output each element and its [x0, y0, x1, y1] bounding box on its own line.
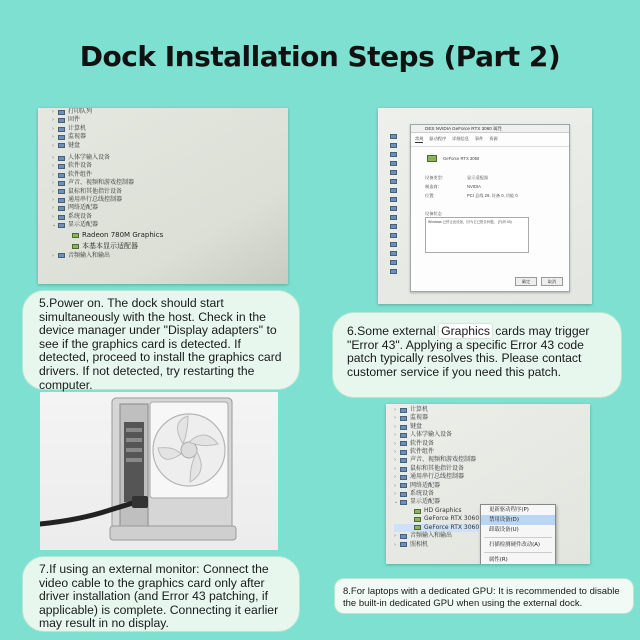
- tab-3[interactable]: 事件: [474, 136, 484, 141]
- tree-item-label: 打印队列: [68, 108, 93, 115]
- chevron-right-icon: ›: [52, 117, 54, 124]
- gpu-item-1[interactable]: [394, 515, 479, 523]
- chevron-right-icon: ›: [52, 197, 54, 204]
- tree-item-label: 系统设备: [68, 212, 93, 220]
- device-category-icon: [390, 152, 397, 157]
- ok-button[interactable]: 确定: [515, 277, 537, 286]
- device-category-icon: [58, 135, 65, 140]
- chevron-right-icon: ›: [394, 415, 396, 422]
- device-category-icon: [400, 483, 407, 488]
- context-menu-item-4[interactable]: 属性(R): [489, 557, 508, 563]
- device-category-icon: [390, 215, 397, 220]
- chevron-right-icon: ›: [394, 423, 396, 430]
- cancel-button[interactable]: 取消: [541, 277, 563, 286]
- device-category-icon: [58, 156, 65, 161]
- gpu-item-2[interactable]: [394, 524, 479, 532]
- tree-item[interactable]: [52, 179, 163, 187]
- display-adapter-icon: [414, 517, 421, 522]
- tab-0[interactable]: 常规: [415, 136, 424, 141]
- tree-item[interactable]: [394, 406, 479, 414]
- property-row: [425, 175, 518, 181]
- chevron-right-icon: ›: [394, 457, 396, 464]
- tree-item-label: 音频输入和输出: [410, 532, 453, 540]
- step-8-text: 8.For laptops with a dedicated GPU: It is recommended to disable the built-in dedicated GPU when using the external dock.: [343, 586, 620, 609]
- display-adapter-icon: [414, 509, 421, 514]
- tree-item-label: 通用串行总线控制器: [68, 196, 123, 204]
- chevron-right-icon: ›: [394, 533, 396, 540]
- chevron-right-icon: ›: [52, 188, 54, 195]
- tree-item-label: 显示适配器: [410, 498, 441, 506]
- tree-item[interactable]: [52, 221, 163, 229]
- tree-item[interactable]: [394, 498, 479, 506]
- property-value: 显示适配器: [467, 175, 488, 180]
- menu-separator: [484, 552, 552, 553]
- chevron-down-icon: ⌄: [394, 499, 399, 506]
- device-category-icon: [390, 251, 397, 256]
- tree-item-label: 系统设备: [410, 490, 435, 498]
- tree-item-label: 软件设备: [410, 439, 435, 447]
- device-category-icon: [400, 467, 407, 472]
- chevron-right-icon: ›: [394, 440, 396, 447]
- device-category-icon: [400, 500, 407, 505]
- tree-item-label: GeForce RTX 3060: [424, 515, 480, 523]
- dialog-tabs: [411, 133, 569, 147]
- device-category-icon: [58, 181, 65, 186]
- tree-item-label: 软件组件: [410, 448, 435, 456]
- tree-item-label: 监视器: [410, 414, 429, 422]
- device-category-icon: [58, 215, 65, 220]
- device-category-icon: [400, 475, 407, 480]
- tree-item[interactable]: [52, 142, 163, 150]
- context-menu-item-2[interactable]: 卸载设备(U): [489, 527, 519, 533]
- property-label: 制造商:: [425, 184, 439, 189]
- tab-4[interactable]: 资源: [489, 136, 498, 141]
- device-category-icon: [390, 134, 397, 139]
- chevron-right-icon: ›: [52, 142, 54, 149]
- gpu-item-0[interactable]: [394, 507, 479, 515]
- tree-item-label: GeForce RTX 3060: [424, 523, 480, 531]
- device-category-icon: [390, 161, 397, 166]
- chevron-right-icon: ›: [52, 163, 54, 170]
- display-adapter-icon: [414, 525, 421, 530]
- tree-item[interactable]: [394, 456, 479, 464]
- device-category-icon: [400, 425, 407, 430]
- chevron-right-icon: ›: [394, 449, 396, 456]
- status-text: Windows 已停止此设备，因为它已报告问题。 (代码 43): [428, 220, 512, 224]
- tree-item[interactable]: [52, 171, 163, 179]
- context-menu-item-1[interactable]: 禁用设备(D): [481, 515, 555, 525]
- tree-item[interactable]: [52, 204, 163, 212]
- step-7-text: 7.If using an external monitor: Connect the video cable to the graphics card only after driver installation (and Error 43 patching, if applicable) is complete. Connecting it earlier may result in no display.: [39, 562, 279, 631]
- tree-item-label: 音频输入和输出: [68, 251, 111, 259]
- chevron-right-icon: ›: [52, 213, 54, 220]
- tree-item-label: 软件组件: [68, 170, 93, 178]
- tree-item-label: 声音、视频和游戏控制器: [410, 456, 477, 464]
- device-category-icon: [58, 164, 65, 169]
- device-category-icon: [400, 450, 407, 455]
- dock-hardware-photo: [40, 392, 278, 550]
- property-row: [425, 193, 518, 199]
- device-category-icon: [390, 260, 397, 265]
- device-category-icon: [400, 441, 407, 446]
- tree-item-label: 软件设备: [68, 162, 93, 170]
- tree-item-label: 键盘: [410, 422, 423, 430]
- device-category-icon: [58, 198, 65, 203]
- chevron-right-icon: ›: [52, 180, 54, 187]
- device-category-icon: [58, 143, 65, 148]
- device-category-icon: [400, 542, 407, 547]
- step-6-highlight: Graphics: [441, 324, 490, 338]
- context-menu-item-0[interactable]: 更新驱动程序(P): [489, 507, 529, 513]
- chevron-right-icon: ›: [52, 155, 54, 162]
- device-category-icon: [400, 408, 407, 413]
- device-category-icon: [400, 492, 407, 497]
- tree-item[interactable]: [52, 125, 163, 133]
- device-category-icon: [400, 416, 407, 421]
- tree-item-label: 鼠标和其他指针设备: [410, 464, 465, 472]
- tree-item-label: 显示适配器: [68, 221, 99, 229]
- device-category-icon: [400, 458, 407, 463]
- tree-item-label: 人体学输入设备: [68, 154, 111, 162]
- chevron-right-icon: ›: [394, 474, 396, 481]
- property-label: 设备类型:: [425, 175, 443, 180]
- dialog-title: DES NVIDIA GeForce RTX 3060 属性: [411, 125, 569, 133]
- tree-item-label: 固件: [68, 116, 81, 124]
- device-category-icon: [58, 189, 65, 194]
- tree-item[interactable]: [52, 162, 163, 170]
- device-category-icon: [390, 197, 397, 202]
- tree-item[interactable]: [394, 465, 479, 473]
- device-category-icon: [400, 433, 407, 438]
- chevron-right-icon: ›: [394, 465, 396, 472]
- device-category-icon: [390, 206, 397, 211]
- display-adapter-icon: [72, 244, 79, 249]
- device-category-icon: [390, 233, 397, 238]
- chevron-right-icon: ›: [394, 432, 396, 439]
- tree-item[interactable]: [394, 414, 479, 422]
- tree-item[interactable]: [52, 188, 163, 196]
- device-category-icon: [58, 110, 65, 115]
- tree-item-label: 照相机: [410, 540, 429, 548]
- tree-item-label: 本基本显示适配器: [82, 241, 138, 250]
- tab-2[interactable]: 详细信息: [452, 136, 469, 141]
- context-menu: [480, 504, 556, 564]
- status-box: [425, 217, 529, 253]
- display-adapter-icon: [72, 233, 79, 238]
- tree-item[interactable]: [394, 541, 479, 549]
- device-name: GeForce RTX 3060: [443, 156, 480, 161]
- device-category-icon: [58, 173, 65, 178]
- tree-item[interactable]: [394, 482, 479, 490]
- device-category-icon: [390, 242, 397, 247]
- chevron-right-icon: ›: [394, 482, 396, 489]
- menu-separator: [484, 537, 552, 538]
- step-5-text: 5.Power on. The dock should start simultaneously with the host. Check in the device manager under "Display adapters" to see if the graphics card is detected. If detected, proceed to install the graphics card drivers. If not detected, try restarting the computer.: [39, 296, 282, 392]
- device-category-icon: [58, 223, 65, 228]
- chevron-right-icon: ›: [52, 205, 54, 212]
- step-5-bubble: [22, 290, 300, 390]
- chevron-right-icon: ›: [52, 109, 54, 115]
- tree-item-label: 计算机: [68, 124, 87, 132]
- device-category-icon: [390, 170, 397, 175]
- chevron-right-icon: ›: [394, 541, 396, 548]
- page-title: Dock Installation Steps (Part 2): [79, 40, 561, 73]
- device-category-icon: [58, 206, 65, 211]
- gpu-basic-adapter-item[interactable]: [52, 241, 163, 252]
- tree-item-label: 网络适配器: [410, 481, 441, 489]
- device-manager-photo-2: [386, 404, 590, 564]
- tree-item-label: 通用串行总线控制器: [410, 473, 465, 481]
- device-tree-2: [394, 406, 479, 549]
- property-row: [425, 184, 518, 190]
- tree-item-label: 键盘: [68, 141, 81, 149]
- property-value: PCI 总线 29, 设备 0, 功能 0: [467, 193, 518, 198]
- tree-item[interactable]: [394, 473, 479, 481]
- device-category-icon: [390, 143, 397, 148]
- tree-item-label: 网络适配器: [68, 204, 99, 212]
- tree-item-label: 声音、视频和游戏控制器: [68, 179, 135, 187]
- gpu-device-icon: [427, 155, 437, 162]
- properties-dialog: [410, 124, 570, 292]
- tree-item-label: 计算机: [410, 406, 429, 413]
- chevron-right-icon: ›: [52, 134, 54, 141]
- device-tree: [52, 108, 163, 260]
- device-category-icon: [400, 534, 407, 539]
- chevron-right-icon: ›: [52, 125, 54, 132]
- chevron-right-icon: ›: [394, 407, 396, 413]
- device-category-icon: [58, 127, 65, 132]
- device-category-icon: [390, 188, 397, 193]
- tree-item[interactable]: [394, 440, 479, 448]
- tree-item-label: HD Graphics: [424, 506, 462, 514]
- device-category-icon: [390, 179, 397, 184]
- dock-illustration: [40, 392, 278, 550]
- tree-item[interactable]: [52, 133, 163, 141]
- tree-item[interactable]: [394, 431, 479, 439]
- device-manager-photo-1: [38, 108, 288, 284]
- device-category-icon: [58, 118, 65, 123]
- step-6-suffix: cards may trigger "Error 43". Applying a specific Error 43 code patch typically resolves this. Please contact customer service if you need this patch.: [347, 324, 590, 379]
- tree-item-label: Radeon 780M Graphics: [82, 230, 164, 239]
- property-label: 位置:: [425, 193, 435, 198]
- status-label: 设备状态: [425, 211, 442, 216]
- chevron-down-icon: ⌄: [52, 222, 57, 229]
- tree-item-label: 监视器: [68, 133, 87, 141]
- step-6-bubble: [332, 312, 622, 398]
- device-category-icon: [58, 253, 65, 258]
- step-8-bubble: [334, 578, 634, 614]
- tree-item[interactable]: [394, 532, 479, 540]
- tree-item[interactable]: [394, 423, 479, 431]
- chevron-right-icon: ›: [394, 491, 396, 498]
- step-6-text: [347, 325, 611, 379]
- tree-item[interactable]: [52, 116, 163, 124]
- tree-item[interactable]: [52, 252, 163, 260]
- device-category-icon: [390, 224, 397, 229]
- tree-item-label: 鼠标和其他指针设备: [68, 187, 123, 195]
- gpu-properties-photo: [378, 108, 592, 304]
- tab-1[interactable]: 驱动程序: [429, 136, 447, 141]
- context-menu-item-3[interactable]: 扫描检测硬件改动(A): [489, 542, 541, 548]
- property-value: NVIDIA: [467, 184, 481, 189]
- chevron-right-icon: ›: [52, 171, 54, 178]
- gpu-radeon-item[interactable]: [52, 230, 163, 241]
- tree-item-label: 人体学输入设备: [410, 431, 453, 439]
- step-6-prefix: 6.Some external: [347, 324, 440, 338]
- step-7-bubble: [22, 556, 300, 632]
- device-category-icon: [390, 269, 397, 274]
- chevron-right-icon: ›: [52, 252, 54, 259]
